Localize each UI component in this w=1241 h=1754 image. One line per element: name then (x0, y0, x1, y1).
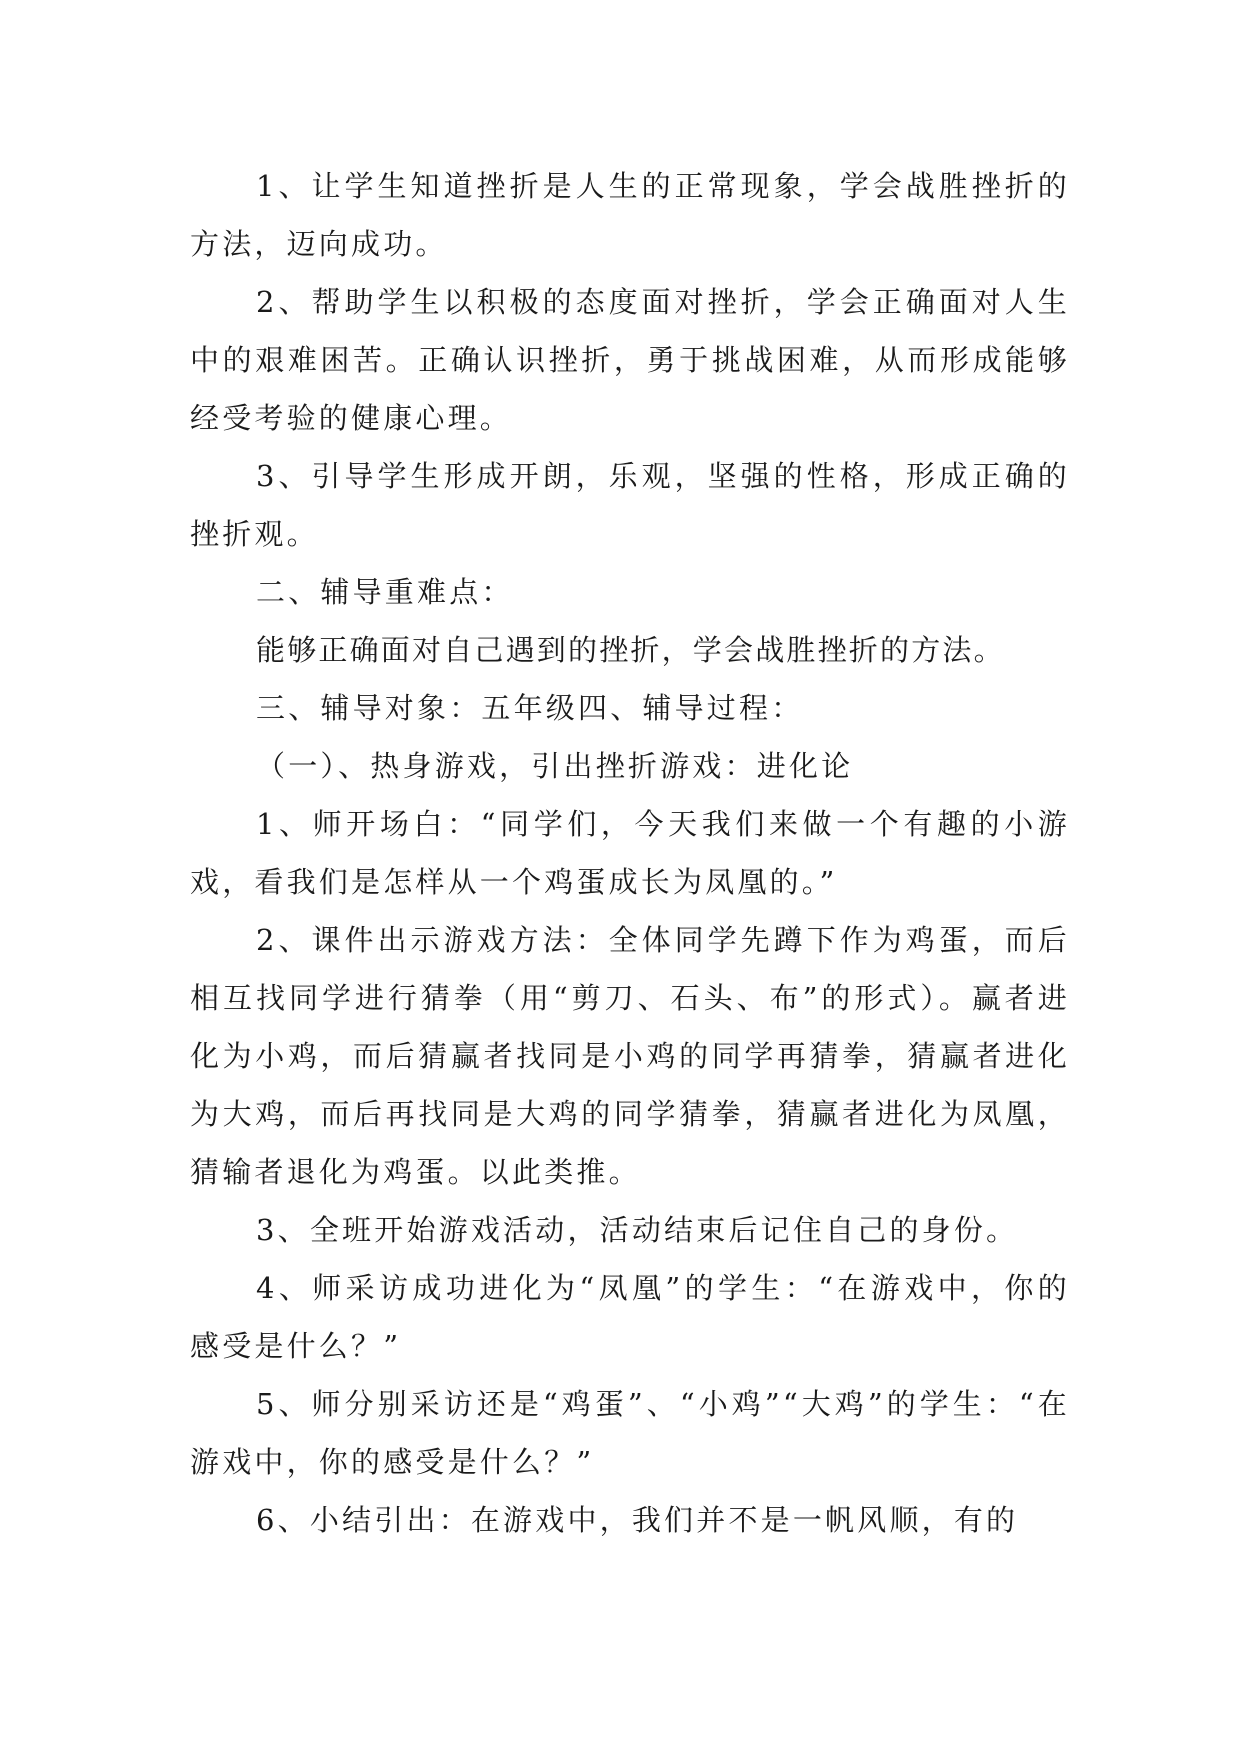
paragraph-step-5: 5、师分别采访还是“鸡蛋”、“小鸡”“大鸡”的学生：“在游戏中，你的感受是什么？” (190, 1387, 1070, 1479)
section-heading-audience-process: 三、辅导对象：五年级四、辅导过程： (256, 691, 804, 725)
paragraph-goal-3: 3、引导学生形成开朗，乐观，坚强的性格，形成正确的挫折观。 (190, 459, 1070, 551)
subsection-heading-warmup-game: （一）、热身游戏，引出挫折游戏：进化论 (256, 749, 854, 783)
paragraph-goal-1: 1、让学生知道挫折是人生的正常现象，学会战胜挫折的方法，迈向成功。 (190, 169, 1070, 261)
section-heading-key-points: 二、辅导重难点： (256, 575, 514, 609)
paragraph-step-1: 1、师开场白：“同学们，今天我们来做一个有趣的小游戏，看我们是怎样从一个鸡蛋成长为凤凰的。” (190, 807, 1070, 899)
paragraph-step-2: 2、课件出示游戏方法：全体同学先蹲下作为鸡蛋，而后相互找同学进行猜拳（用“剪刀、石头、布”的形式）。赢者进化为小鸡，而后猜赢者找同是小鸡的同学再猜拳，猜赢者进化为大鸡，而后再找同是大鸡的同学猜拳，猜赢者进化为凤凰，猜输者退化为鸡蛋。以此类推。 (190, 923, 1070, 1189)
document-body (190, 157, 1070, 1549)
paragraph-step-4: 4、师采访成功进化为“凤凰”的学生：“在游戏中，你的感受是什么？” (190, 1271, 1070, 1363)
paragraph-key-points: 能够正确面对自己遇到的挫折，学会战胜挫折的方法。 (256, 633, 1005, 667)
paragraph-step-6: 6、小结引出：在游戏中，我们并不是一帆风顺，有的 (256, 1503, 1019, 1537)
paragraph-goal-2: 2、帮助学生以积极的态度面对挫折，学会正确面对人生中的艰难困苦。正确认识挫折，勇于挑战困难，从而形成能够经受考验的健康心理。 (190, 285, 1070, 435)
paragraph-step-3: 3、全班开始游戏活动，活动结束后记住自己的身份。 (256, 1213, 1019, 1247)
